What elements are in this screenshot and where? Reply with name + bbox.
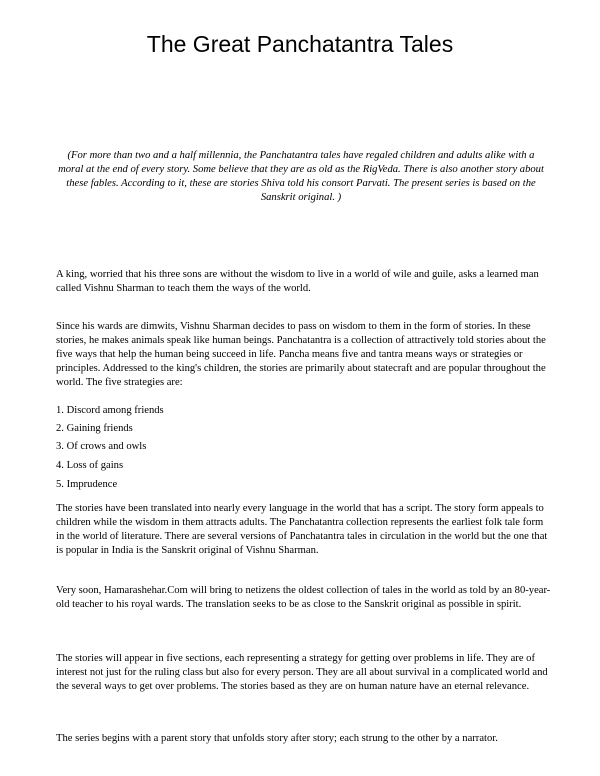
strategy-item: 1. Discord among friends xyxy=(56,405,164,416)
strategy-item: 4. Loss of gains xyxy=(56,460,124,471)
paragraph-wards: Since his wards are dimwits, Vishnu Sharman decides to pass on wisdom to them in the form of stories. In these stories, he makes animals speak like human beings. Panchatantra is a collection of attractively told stories about the five ways that help the human being succeed in life. Pancha means five and tantra means ways or strategies or principles. Addressed to the king's children, the stories are primarily about statecraft and are popular throughout the world. The five strategies are: xyxy=(56,321,546,388)
paragraph-series: The series begins with a parent story that unfolds story after story; each strung to the other by a narrator. xyxy=(56,733,498,744)
paragraph-king: A king, worried that his three sons are without the wisdom to live in a world of wile and guile, asks a learned man called Vishnu Sharman to teach them the ways of the world. xyxy=(56,269,539,294)
strategy-item: 2. Gaining friends xyxy=(56,423,133,434)
intro-note: (For more than two and a half millennia, the Panchatantra tales have regaled children and adults alike with a moral at the end of every story. Some believe that they are as old as the RigVeda. There is also another story about these fables. According to it, these are stories Shiva told his consort Parvati. The present series is based on the Sanskrit original. ) xyxy=(58,150,544,203)
paragraph-translations: The stories have been translated into nearly every language in the world that has a script. The story form appeals to children while the wisdom in them attracts adults. The Panchatantra collection represents the earliest folk tale form in the world of literature. There are several versions of Panchatantra tales in circulation in the world but the one that is popular in India is the Sanskrit original of Vishnu Sharman. xyxy=(56,503,548,556)
strategy-item: 3. Of crows and owls xyxy=(56,441,147,452)
page-title: The Great Panchatantra Tales xyxy=(146,31,454,57)
strategy-list xyxy=(56,404,552,494)
paragraph-sections: The stories will appear in five sections, each representing a strategy for getting over problems in life. They are of interest not just for the ruling class but also for every person. They are all about survival in a complicated world and the several ways to get over problems. The stories based as they are on human nature have an eternal relevance. xyxy=(56,653,548,692)
paragraph-hamarashehar: Very soon, Hamarashehar.Com will bring to netizens the oldest collection of tales in the world as told by an 80-year-old teacher to his royal wards. The translation seeks to be as close to the Sanskrit original as possible in spirit. xyxy=(56,585,551,610)
strategy-item: 5. Imprudence xyxy=(56,479,118,490)
